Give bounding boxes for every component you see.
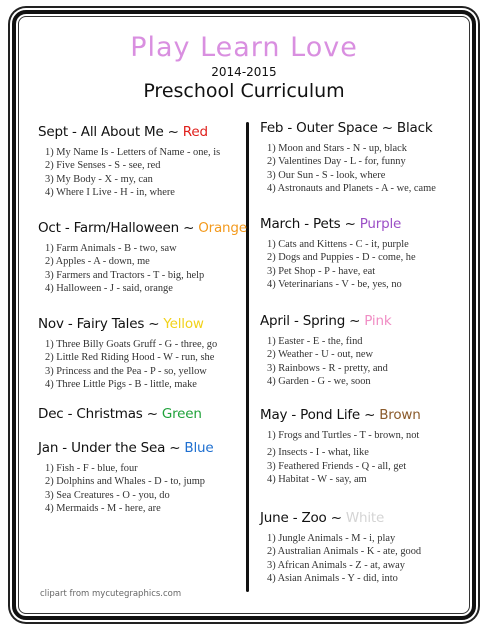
month-title: Dec - Christmas ~ <box>38 406 158 422</box>
lesson-item: 4) Veterinarians - V - be, yes, no <box>267 278 402 290</box>
page-subtitle: Preschool Curriculum <box>143 80 345 102</box>
lesson-item: 2) Valentines Day - L - for, funny <box>267 156 406 168</box>
lesson-item: 2) Weather - U - out, new <box>267 349 374 361</box>
school-year: 2014-2015 <box>211 65 277 79</box>
month-heading <box>260 313 475 329</box>
lesson-item: 3) Our Sun - S - look, where <box>267 169 386 181</box>
month-section-jan <box>38 440 253 515</box>
lesson-item: 3) My Body - X - my, can <box>45 173 153 185</box>
month-section-dec <box>38 406 253 422</box>
lesson-item: 2) Five Senses - S - see, red <box>45 160 161 172</box>
lesson-item: 1) Cats and Kittens - C - it, purple <box>267 239 409 250</box>
month-color: Black <box>396 120 433 136</box>
lesson-item: 4) Three Little Pigs - B - little, make <box>45 378 197 390</box>
month-section-oct <box>38 220 253 295</box>
lesson-item: 3) Rainbows - R - pretty, and <box>267 362 388 374</box>
lesson-item: 2) Apples - A - down, me <box>45 256 150 268</box>
lesson-item: 1) Jungle Animals - M - i, play <box>267 533 396 544</box>
lesson-item: 4) Astronauts and Planets - A - we, came <box>267 182 436 194</box>
lesson-item: 3) Feathered Friends - Q - all, get <box>267 460 407 472</box>
month-heading <box>38 220 253 236</box>
lesson-item: 3) Sea Creatures - O - you, do <box>45 489 170 501</box>
lesson-item: 3) Princess and the Pea - P - so, yellow <box>45 365 207 377</box>
lesson-item: 1) Farm Animals - B - two, saw <box>45 243 177 254</box>
lesson-item: 4) Habitat - W - say, am <box>267 473 367 485</box>
month-title: Jan - Under the Sea ~ <box>38 440 181 456</box>
month-title: June - Zoo ~ <box>260 510 342 526</box>
month-title: Oct - Farm/Halloween ~ <box>38 220 195 236</box>
lesson-list <box>38 338 253 391</box>
month-section-may <box>260 407 475 486</box>
month-heading <box>260 216 475 232</box>
lesson-item: 3) Pet Shop - P - have, eat <box>267 265 376 277</box>
month-section-feb <box>260 120 475 195</box>
lesson-item: 1) Frogs and Turtles - T - brown, not <box>267 430 420 441</box>
month-heading <box>260 510 475 526</box>
lesson-item: 2) Insects - I - what, like <box>267 447 369 459</box>
month-color: Pink <box>364 313 392 329</box>
page-title: Play Learn Love <box>130 32 358 63</box>
month-color: Brown <box>379 407 421 423</box>
lesson-item: 4) Mermaids - M - here, are <box>45 502 161 514</box>
lesson-item: 4) Halloween - J - said, orange <box>45 282 173 294</box>
lesson-list <box>260 142 475 195</box>
month-heading <box>260 407 475 423</box>
month-title: March - Pets ~ <box>260 216 356 232</box>
month-heading <box>38 440 253 456</box>
lesson-list <box>38 242 253 295</box>
lesson-item: 2) Little Red Riding Hood - W - run, she <box>45 352 215 364</box>
lesson-item: 4) Asian Animals - Y - did, into <box>267 572 398 584</box>
month-heading <box>38 316 253 332</box>
lesson-item: 1) Three Billy Goats Gruff - G - three, go <box>45 339 218 350</box>
lesson-item: 1) Easter - E - the, find <box>267 336 363 347</box>
month-section-nov <box>38 316 253 391</box>
lesson-list <box>260 532 475 585</box>
month-section-april <box>260 313 475 388</box>
lesson-list <box>260 429 475 486</box>
month-heading <box>38 124 253 140</box>
month-title: May - Pond Life ~ <box>260 407 376 423</box>
month-color: Yellow <box>163 316 204 332</box>
lesson-item: 2) Dolphins and Whales - D - to, jump <box>45 476 205 488</box>
month-title: Feb - Outer Space ~ <box>260 120 393 136</box>
month-color: Blue <box>184 440 214 456</box>
lesson-item: 3) Farmers and Tractors - T - big, help <box>45 269 205 281</box>
lesson-list <box>260 335 475 388</box>
month-title: April - Spring ~ <box>260 313 361 329</box>
lesson-item: 4) Where I Live - H - in, where <box>45 186 175 198</box>
lesson-list <box>38 146 253 199</box>
month-title: Nov - Fairy Tales ~ <box>38 316 160 332</box>
lesson-item: 1) My Name Is - Letters of Name - one, is <box>45 147 221 158</box>
month-color: Orange <box>198 220 247 236</box>
month-color: Green <box>161 406 202 422</box>
lesson-item: 4) Garden - G - we, soon <box>267 375 371 387</box>
month-heading <box>38 406 253 422</box>
month-section-march <box>260 216 475 291</box>
lesson-item: 1) Fish - F - blue, four <box>45 463 138 474</box>
month-heading <box>260 120 475 136</box>
lesson-item: 2) Australian Animals - K - ate, good <box>267 546 422 558</box>
month-color: Purple <box>359 216 402 232</box>
month-title: Sept - All About Me ~ <box>38 124 179 140</box>
lesson-item: 3) African Animals - Z - at, away <box>267 559 405 571</box>
lesson-list <box>260 238 475 291</box>
month-section-sept <box>38 124 253 199</box>
month-color: White <box>345 510 385 526</box>
clipart-credit: clipart from mycutegraphics.com <box>40 589 182 599</box>
month-section-june <box>260 510 475 585</box>
lesson-list <box>38 462 253 515</box>
lesson-item: 1) Moon and Stars - N - up, black <box>267 143 407 154</box>
month-color: Red <box>182 124 208 140</box>
lesson-item: 2) Dogs and Puppies - D - come, he <box>267 252 416 264</box>
